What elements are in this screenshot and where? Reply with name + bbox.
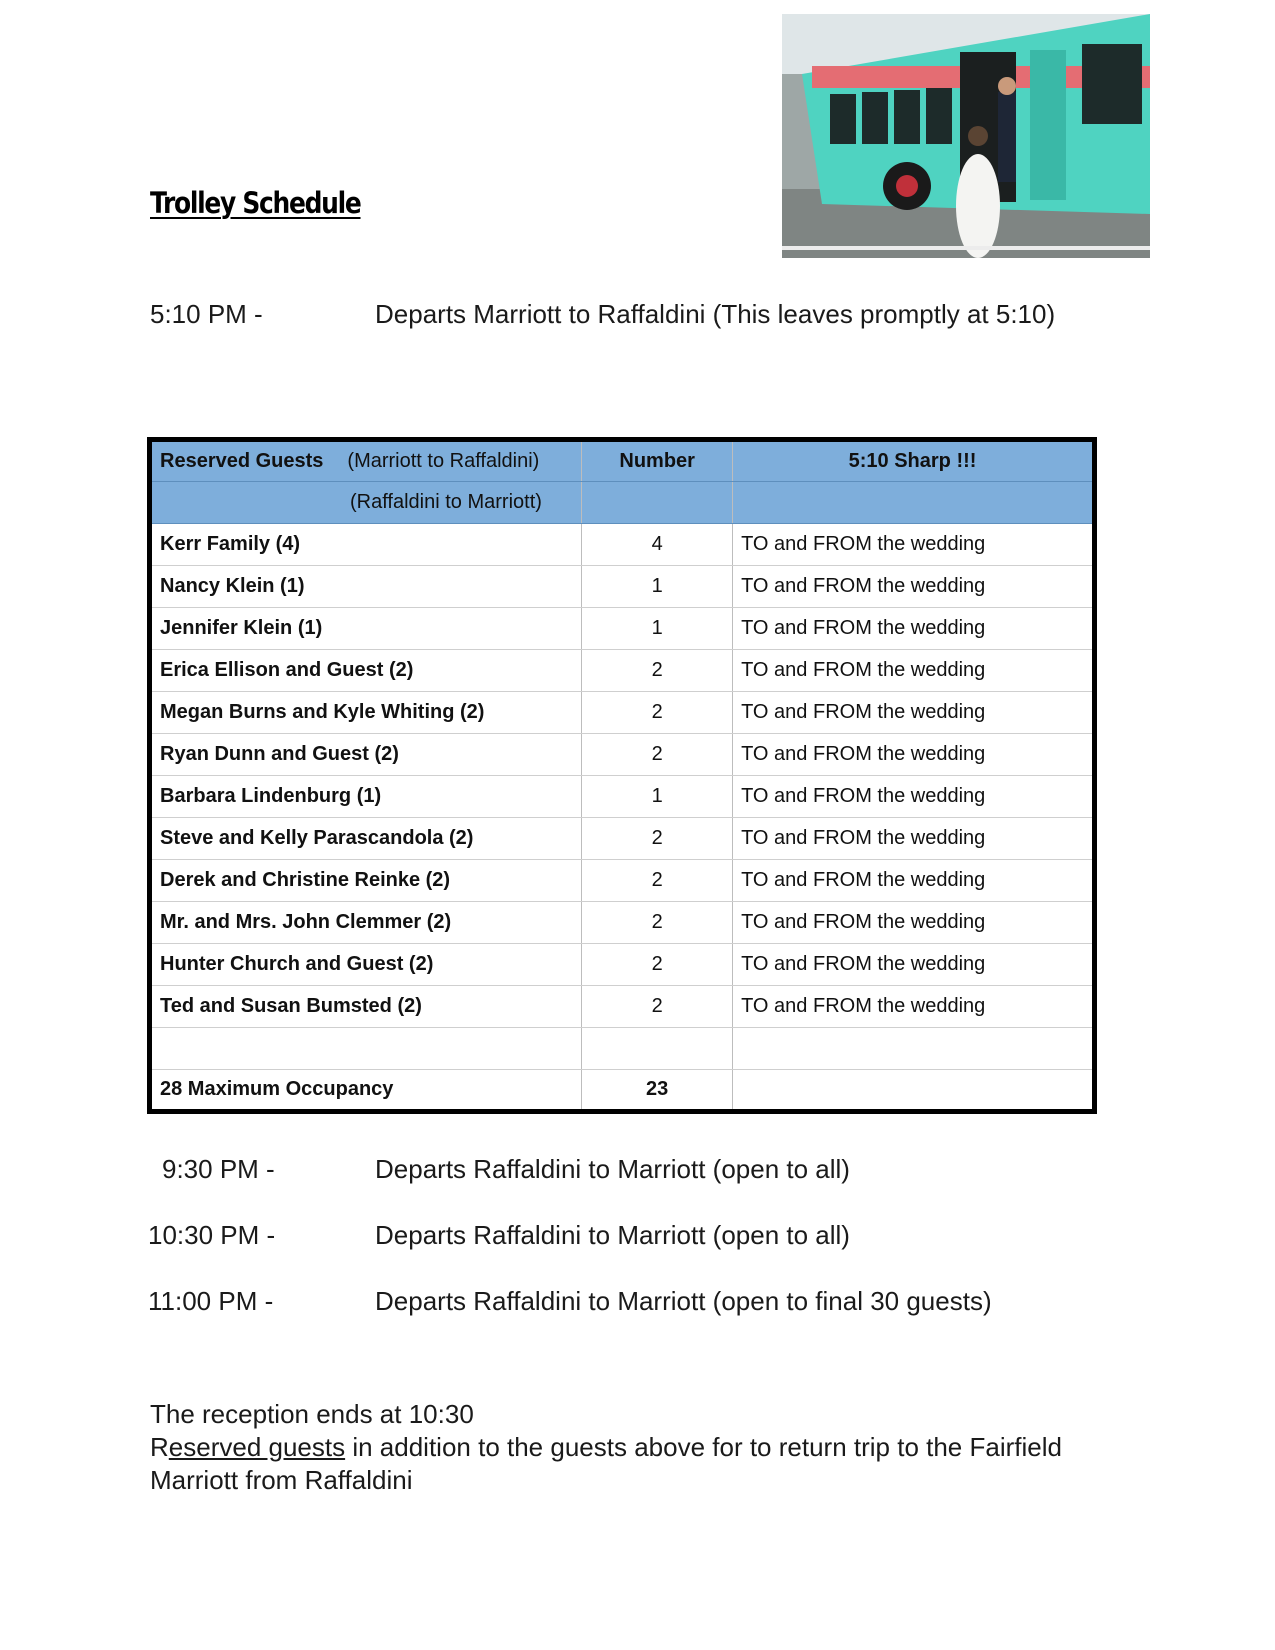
table-row — [150, 986, 1095, 1028]
table-row — [150, 608, 1095, 650]
empty-cell — [733, 1070, 1095, 1112]
header-empty — [733, 482, 1095, 524]
empty-cell — [150, 1028, 582, 1070]
guest-name: Megan Burns and Kyle Whiting (2) — [150, 692, 582, 734]
guest-note: TO and FROM the wedding — [733, 860, 1095, 902]
schedule-time: 5:10 PM - — [150, 299, 263, 329]
table-row — [150, 944, 1095, 986]
guest-name: Kerr Family (4) — [150, 524, 582, 566]
guest-count: 2 — [582, 860, 733, 902]
guest-name: Erica Ellison and Guest (2) — [150, 650, 582, 692]
header-empty — [582, 482, 733, 524]
guest-note: TO and FROM the wedding — [733, 902, 1095, 944]
table-row — [150, 524, 1095, 566]
table-subheader-row — [150, 482, 1095, 524]
table-header-row — [150, 440, 1095, 482]
schedule-desc: Departs Raffaldini to Marriott (open to all) — [375, 1220, 850, 1250]
schedule-desc: Departs Raffaldini to Marriott (open to final 30 guests) — [375, 1286, 992, 1316]
total-number: 23 — [582, 1070, 733, 1112]
guest-count: 1 — [582, 608, 733, 650]
guest-count: 2 — [582, 734, 733, 776]
header-return-direction: (Raffaldini to Marriott) — [150, 482, 582, 524]
guest-note: TO and FROM the wedding — [733, 944, 1095, 986]
guest-name: Jennifer Klein (1) — [150, 608, 582, 650]
guest-name: Derek and Christine Reinke (2) — [150, 860, 582, 902]
guest-count: 1 — [582, 776, 733, 818]
footer-notes — [150, 1398, 1062, 1497]
header-number: Number — [582, 440, 733, 482]
schedule-desc: Departs Marriott to Raffaldini (This leaves promptly at 5:10) — [375, 299, 1056, 329]
table-row — [150, 566, 1095, 608]
guest-note: TO and FROM the wedding — [733, 692, 1095, 734]
trolley-photo — [782, 14, 1150, 258]
guest-count: 4 — [582, 524, 733, 566]
guest-name: Steve and Kelly Parascandola (2) — [150, 818, 582, 860]
total-label: 28 Maximum Occupancy — [150, 1070, 582, 1112]
guest-note: TO and FROM the wedding — [733, 650, 1095, 692]
trolley-icon — [782, 14, 1150, 258]
guest-table — [147, 437, 1097, 1114]
table-row — [150, 692, 1095, 734]
guest-name: Ted and Susan Bumsted (2) — [150, 986, 582, 1028]
table-row — [150, 734, 1095, 776]
empty-cell — [733, 1028, 1095, 1070]
header-reserved-guests: Reserved Guests (Marriott to Raffaldini) — [150, 440, 582, 482]
reception-end-note: The reception ends at 10:30 — [150, 1399, 474, 1429]
guest-note: TO and FROM the wedding — [733, 524, 1095, 566]
table-row — [150, 818, 1095, 860]
guest-note: TO and FROM the wedding — [733, 734, 1095, 776]
schedule-time: 10:30 PM - — [148, 1220, 276, 1250]
guest-count: 2 — [582, 650, 733, 692]
table-total-row — [150, 1070, 1095, 1112]
empty-cell — [582, 1028, 733, 1070]
schedule-time: 11:00 PM - — [148, 1286, 274, 1316]
guest-name: Hunter Church and Guest (2) — [150, 944, 582, 986]
table-row-empty — [150, 1028, 1095, 1070]
reserved-guests-note: Reserved guests in addition to the guests above for to return trip to the Fairfield — [150, 1432, 1062, 1462]
page-title: Trolley Schedule — [150, 186, 361, 220]
guest-note: TO and FROM the wedding — [733, 776, 1095, 818]
guest-note: TO and FROM the wedding — [733, 566, 1095, 608]
table-row — [150, 776, 1095, 818]
guest-count: 2 — [582, 902, 733, 944]
guest-note: TO and FROM the wedding — [733, 608, 1095, 650]
guest-note: TO and FROM the wedding — [733, 986, 1095, 1028]
guest-count: 2 — [582, 944, 733, 986]
guest-note: TO and FROM the wedding — [733, 818, 1095, 860]
guest-count: 2 — [582, 818, 733, 860]
guest-count: 2 — [582, 692, 733, 734]
guest-name: Ryan Dunn and Guest (2) — [150, 734, 582, 776]
reserved-guests-note-cont: Marriott from Raffaldini — [150, 1465, 413, 1495]
table-row — [150, 860, 1095, 902]
guest-name: Mr. and Mrs. John Clemmer (2) — [150, 902, 582, 944]
guest-name: Barbara Lindenburg (1) — [150, 776, 582, 818]
guest-count: 2 — [582, 986, 733, 1028]
table-row — [150, 902, 1095, 944]
table-row — [150, 650, 1095, 692]
schedule-time: 9:30 PM - — [162, 1154, 275, 1184]
guest-count: 1 — [582, 566, 733, 608]
header-sharp: 5:10 Sharp !!! — [733, 440, 1095, 482]
guest-name: Nancy Klein (1) — [150, 566, 582, 608]
schedule-desc: Departs Raffaldini to Marriott (open to all) — [375, 1154, 850, 1184]
